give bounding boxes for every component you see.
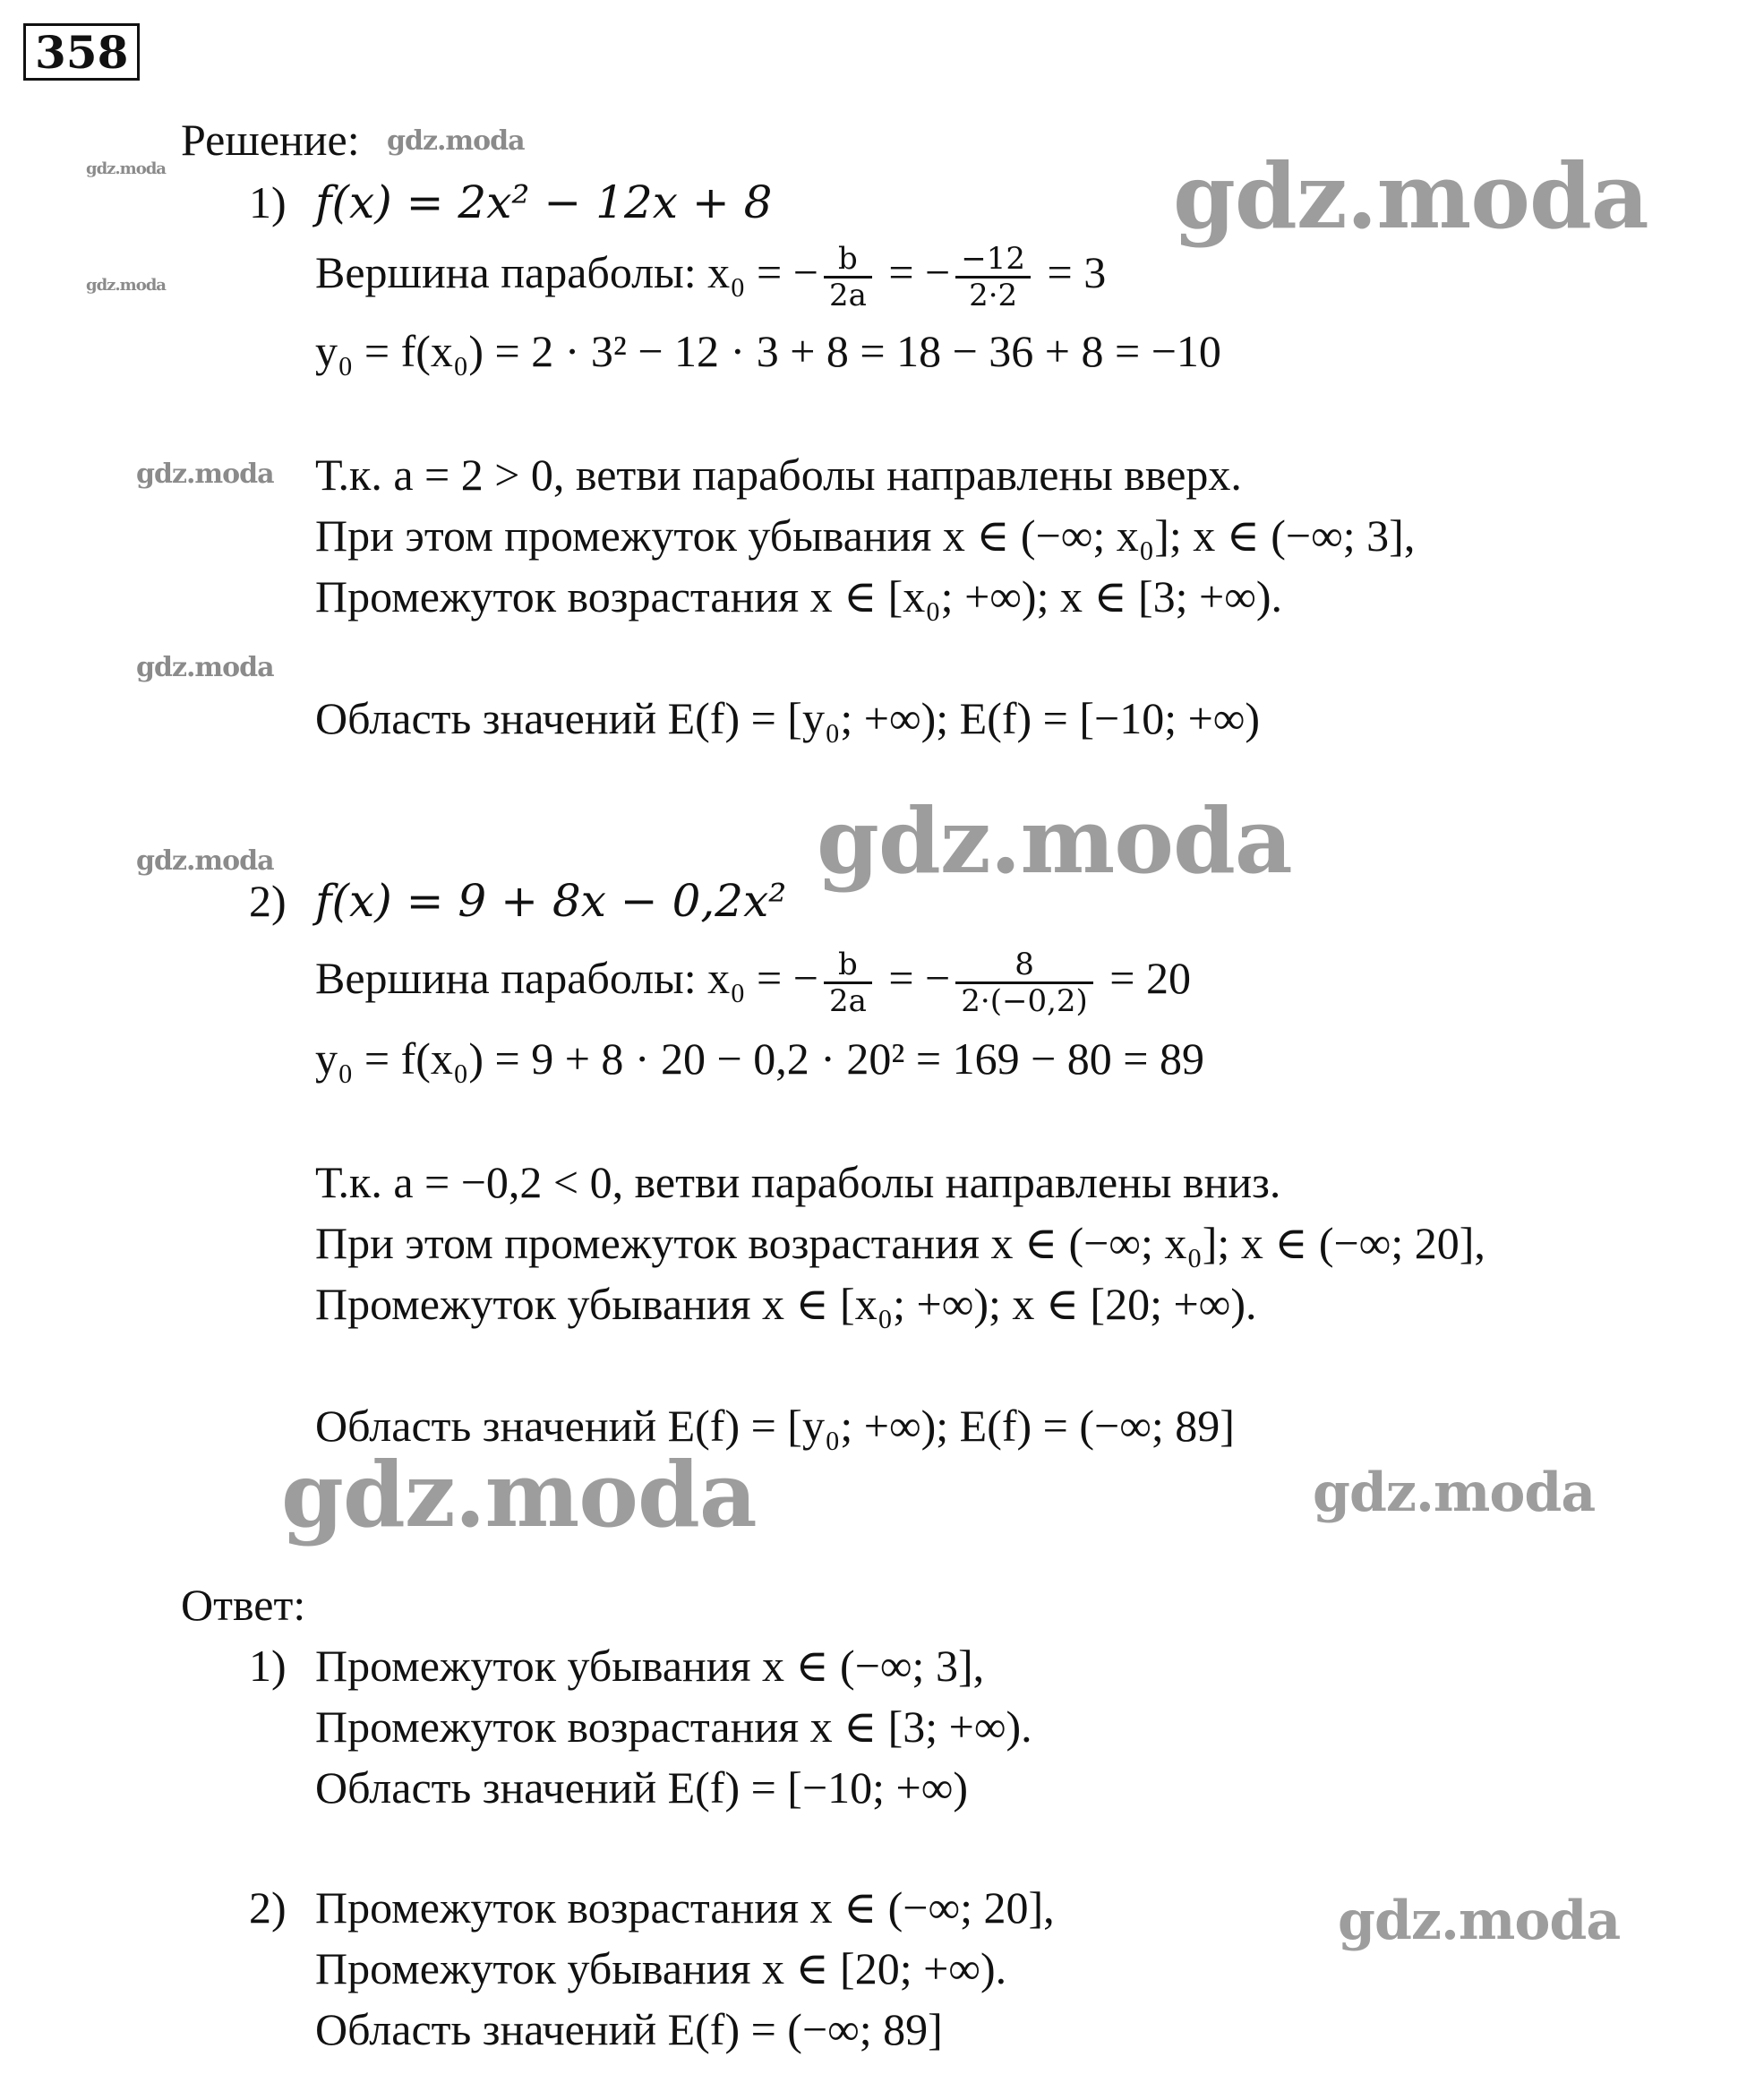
part1-y0: y₀ = f(x₀) = 2 · 3² − 12 · 3 + 8 = 18 − 36 + 8 = −10 (315, 326, 1221, 376)
answer2-decreasing: Промежуток убывания x ∈ [20; +∞). (315, 1943, 1007, 1993)
part2-increasing: При этом промежуток возрастания x ∈ (−∞; x₀]; x ∈ (−∞; 20], (315, 1218, 1485, 1268)
answer1-decreasing: Промежуток убывания x ∈ (−∞; 3], (315, 1641, 985, 1691)
part1-marker: 1) (249, 177, 287, 227)
answer-heading: Ответ: (181, 1580, 306, 1630)
part2-function: f(x) = 9 + 8x − 0,2x² (315, 875, 787, 927)
answer2-increasing: Промежуток возрастания x ∈ (−∞; 20], (315, 1882, 1055, 1933)
part1-increasing: Промежуток возрастания x ∈ [x₀; +∞); x ∈ [3; +∞). (315, 571, 1283, 621)
part2-branches: Т.к. a = −0,2 < 0, ветви параболы направлены вниз. (315, 1157, 1281, 1207)
part1-fraction-2: $\frac{-12}{2\cdot 2}$ (955, 242, 1031, 313)
problem-number: 358 (23, 23, 140, 81)
part2-marker: 2) (249, 876, 287, 926)
answer1-increasing: Промежуток возрастания x ∈ [3; +∞). (315, 1701, 1032, 1752)
watermark: gdz.moda (136, 459, 274, 490)
part2-y0: y₀ = f(x₀) = 9 + 8 · 20 − 0,2 · 20² = 169 − 80 = 89 (315, 1033, 1204, 1084)
part1-range: Область значений E(f) = [y₀; +∞); E(f) = [−10; +∞) (315, 693, 1261, 743)
part1-function: f(x) = 2x² − 12x + 8 (315, 176, 773, 228)
part1-vertex: Вершина параболы: x₀ = − $\frac{b}{2a}$ = − $\frac{-12}{2\cdot 2}$ = 3 (315, 241, 1107, 313)
solution-heading: Решение: (181, 115, 360, 165)
answer2-range: Область значений E(f) = (−∞; 89] (315, 2004, 943, 2054)
part1-decreasing: При этом промежуток убывания x ∈ (−∞; x₀]; x ∈ (−∞; 3], (315, 510, 1416, 561)
watermark: gdz.moda (136, 845, 274, 877)
watermark: gdz.moda (817, 788, 1292, 894)
part1-vertex-prefix: Вершина параболы: x₀ = − (315, 246, 818, 297)
watermark: gdz.moda (1338, 1890, 1621, 1952)
watermark: gdz.moda (281, 1442, 757, 1547)
part1-branches: Т.к. a = 2 > 0, ветви параболы направлены вверх. (315, 450, 1242, 500)
answer1-range: Область значений E(f) = [−10; +∞) (315, 1762, 969, 1813)
part2-fraction-1: $\frac{b}{2a}$ (824, 947, 872, 1018)
answer2-marker: 2) (249, 1882, 287, 1933)
watermark: gdz.moda (86, 276, 166, 295)
part2-vertex: Вершина параболы: x₀ = − $\frac{b}{2a}$ = − $\frac{8}{2\cdot(-0,2)}$ = 20 (315, 947, 1191, 1019)
part1-fraction-1: $\frac{b}{2a}$ (824, 242, 872, 313)
part2-decreasing: Промежуток убывания x ∈ [x₀; +∞); x ∈ [20; +∞). (315, 1279, 1257, 1329)
watermark: gdz.moda (1173, 143, 1648, 249)
part2-vertex-prefix: Вершина параболы: x₀ = − (315, 952, 818, 1003)
watermark: gdz.moda (1313, 1461, 1596, 1524)
watermark: gdz.moda (387, 125, 525, 157)
watermark: gdz.moda (86, 159, 166, 178)
part2-fraction-2: $\frac{8}{2\cdot(-0,2)}$ (955, 947, 1093, 1018)
part2-range: Область значений E(f) = [y₀; +∞); E(f) = (−∞; 89] (315, 1401, 1235, 1451)
watermark: gdz.moda (136, 652, 274, 683)
answer1-marker: 1) (249, 1641, 287, 1691)
